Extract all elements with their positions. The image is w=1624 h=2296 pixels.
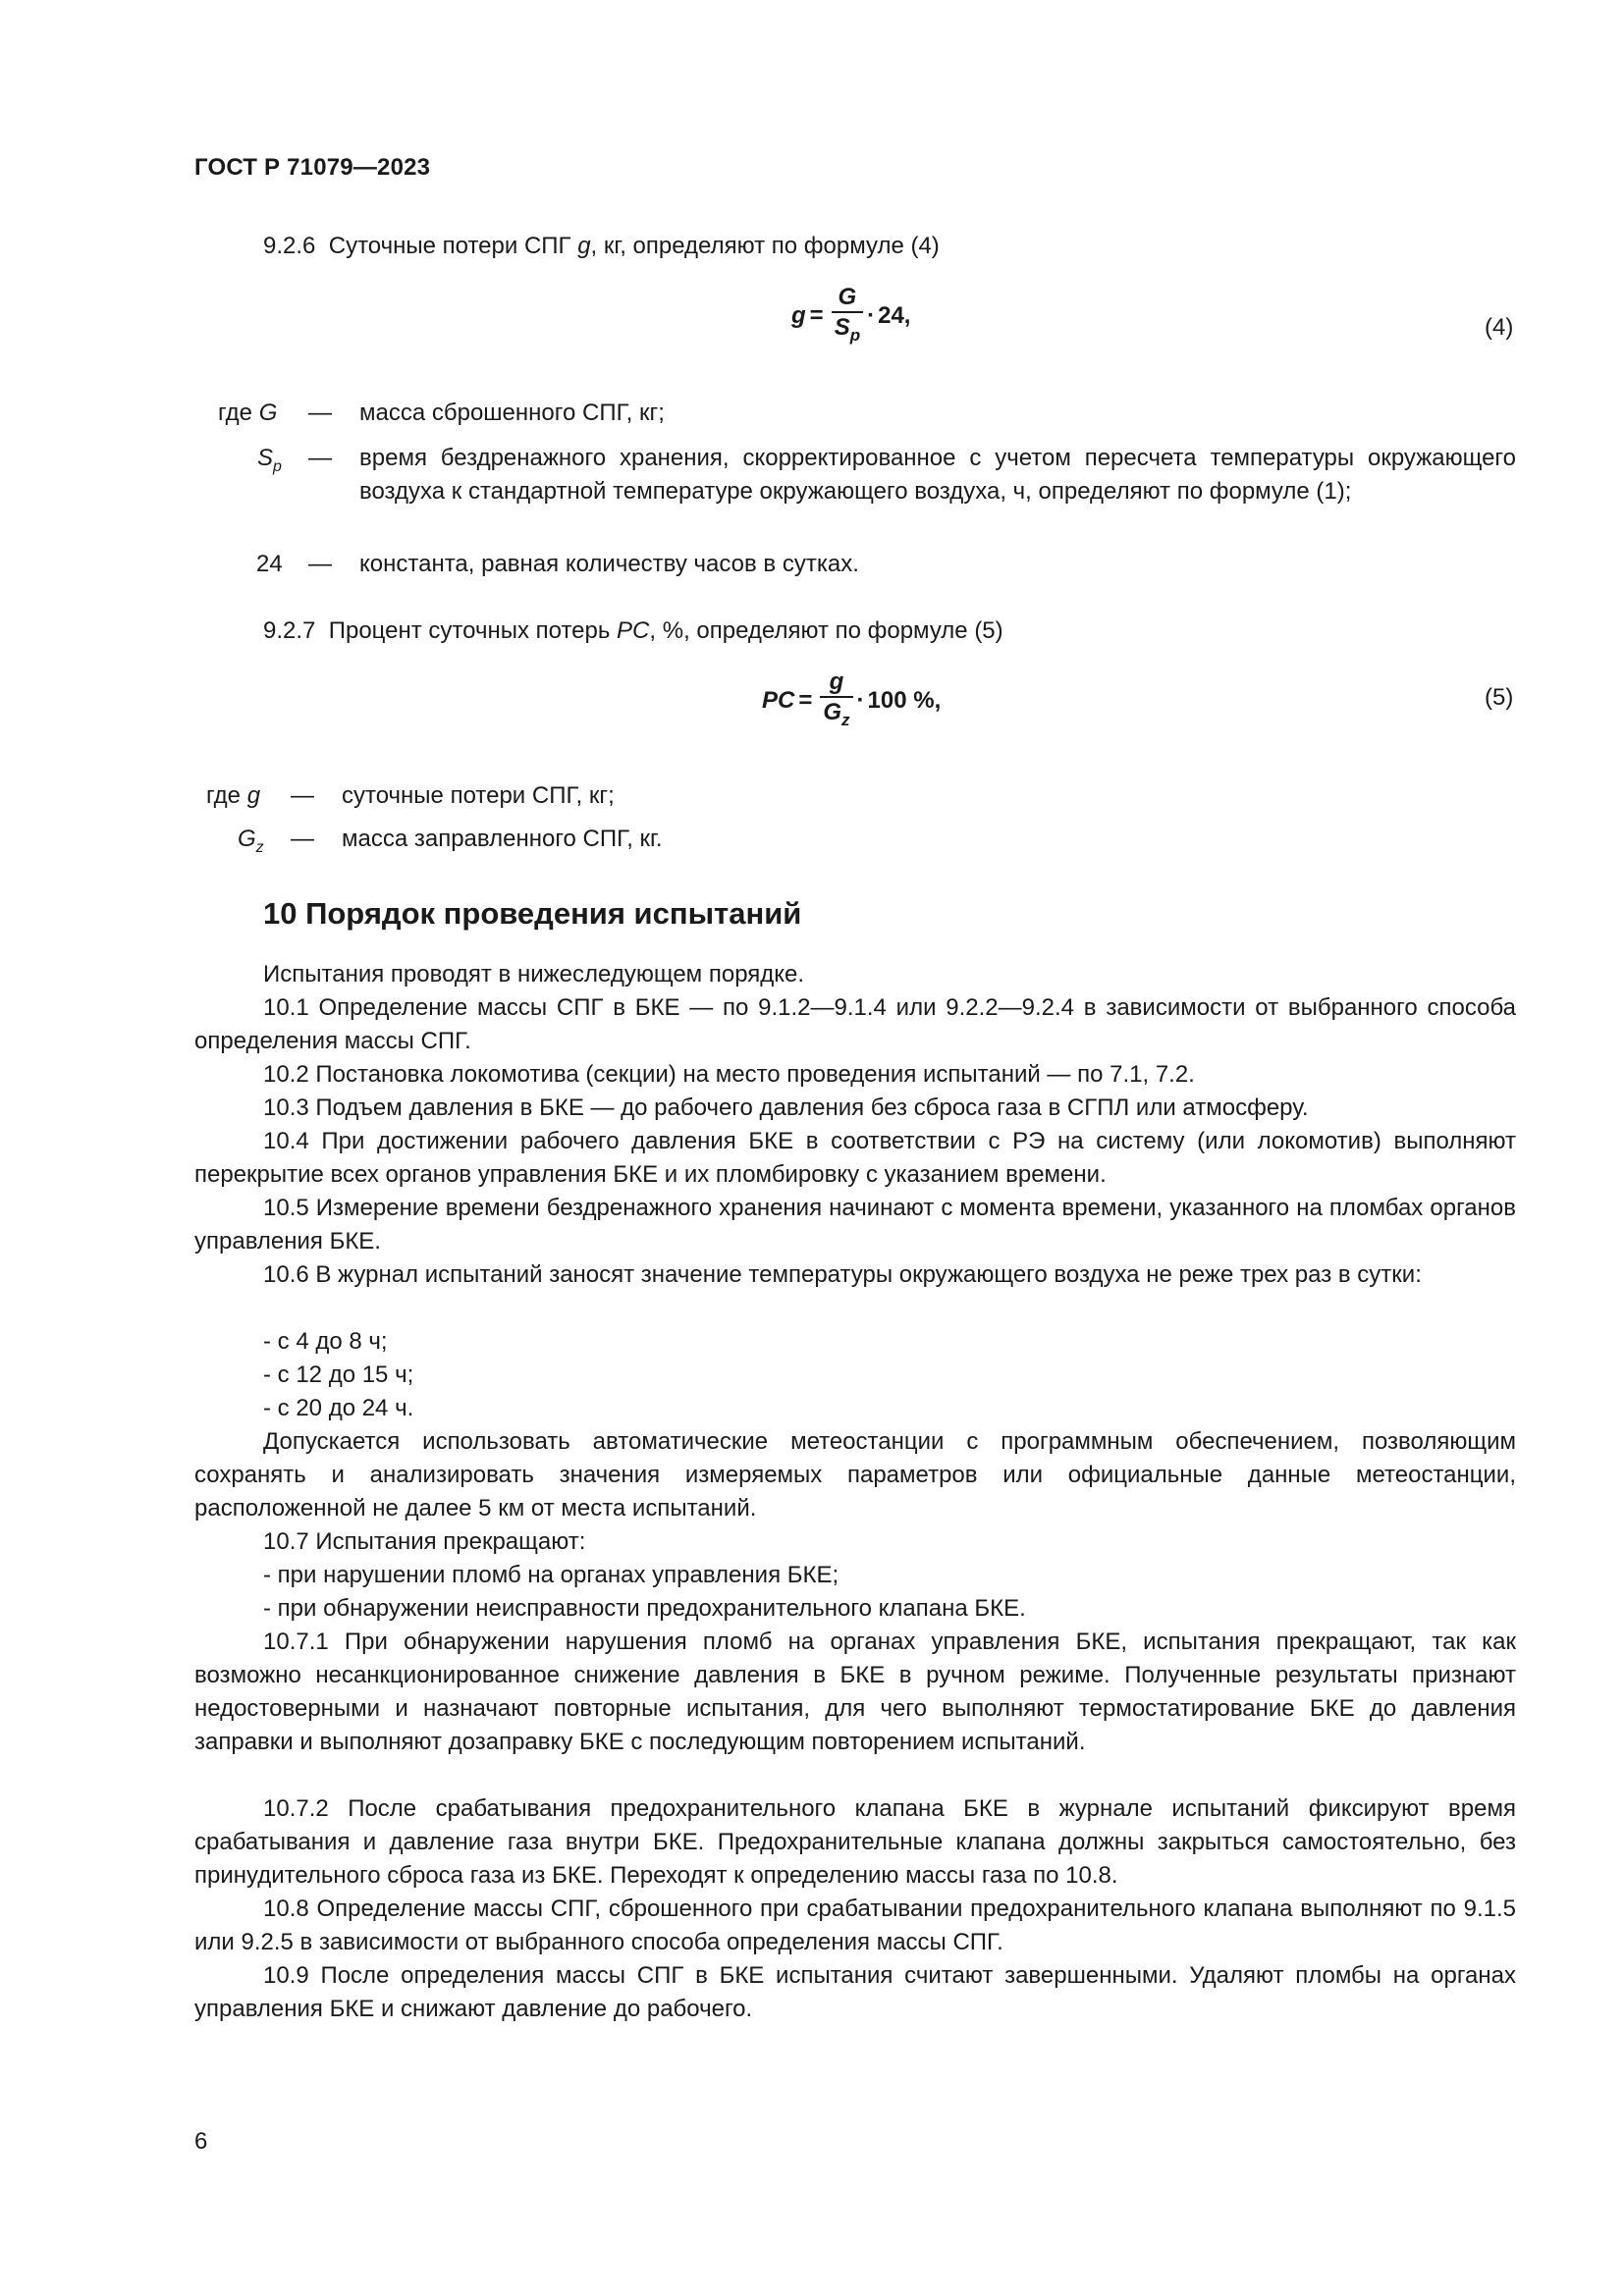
formula-4: g = $\frac{G}{S_p}$ · 24, bbox=[791, 285, 910, 348]
legend-symbol: $G_z$ bbox=[238, 826, 264, 856]
legend-symbol: $S_p$ bbox=[257, 445, 282, 475]
formula-5-fraction: $\frac{g}{G_z}$ bbox=[820, 669, 852, 733]
paragraph: 10.8 Определение массы СПГ, сброшенного при срабатывании предохранительного клапана выполняют по 9.1.5 или 9.2.5 в зависимости от выбранного способа определения массы СПГ. bbox=[194, 1896, 1516, 1955]
list-item: - с 12 до 15 ч; bbox=[263, 1362, 414, 1388]
paragraph: 10.7.2 После срабатывания предохранительного клапана БКЕ в журнале испытаний фиксируют время срабатывания и давление газа внутри БКЕ. Предохранительные клапана должны закрыться самостоятельно, без принудительного сброса газа из БКЕ. Переходят к определению массы газа по 10.8. bbox=[194, 1795, 1516, 1889]
paragraph: 10.6 В журнал испытаний заносят значение температуры окружающего воздуха не реже трех раз в сутки: bbox=[263, 1261, 1422, 1288]
legend-text: суточные потери СПГ, кг; bbox=[342, 782, 615, 809]
legend-text: масса заправленного СПГ, кг. bbox=[342, 826, 663, 852]
section-heading: 10 Порядок проведения испытаний bbox=[263, 896, 802, 931]
paragraph: 10.5 Измерение времени бездренажного хранения начинают с момента времени, указанного на пломбах органов управления БКЕ. bbox=[194, 1195, 1516, 1255]
equation-number-4: (4) bbox=[1485, 314, 1514, 341]
paragraph: 10.3 Подъем давления в БКЕ — до рабочего давления без сброса газа в СГПЛ или атмосферу. bbox=[263, 1095, 1309, 1121]
paragraph: Допускается использовать автоматические метеостанции с программным обеспечением, позволяющим сохранять и анализировать значения измеряемых параметров или официальные данные метеостанции, расположенной не далее 5 км от места испытаний. bbox=[194, 1428, 1516, 1522]
paragraph: 10.7.1 При обнаружении нарушения пломб на органах управления БКЕ, испытания прекращают, так как возможно несанкционированное снижение давления в БКЕ в ручном режиме. Полученные результаты признают недостоверными и назначают повторные испытания, для чего выполняют термостатирование БКЕ до давления заправки и выполняют дозаправку БКЕ с последующим повторением испытаний. bbox=[194, 1629, 1516, 1755]
page-number: 6 bbox=[194, 2128, 208, 2155]
legend-dash: — bbox=[308, 551, 332, 577]
list-item: - при обнаружении неисправности предохранительного клапана БКЕ. bbox=[263, 1595, 1026, 1622]
legend-symbol: 24 bbox=[256, 551, 283, 577]
legend-text: время бездренажного хранения, скорректированное с учетом пересчета температуры окружающего воздуха к стандартной температуре окружающего воздуха, ч, определяют по формуле (1); bbox=[359, 445, 1516, 505]
paragraph: 10.7 Испытания прекращают: bbox=[263, 1528, 586, 1555]
legend-text: константа, равная количеству часов в сутках. bbox=[359, 551, 859, 577]
list-item: - с 20 до 24 ч. bbox=[263, 1395, 414, 1421]
legend-dash: — bbox=[308, 400, 332, 426]
equation-number-5: (5) bbox=[1485, 684, 1514, 711]
legend-row: где G bbox=[218, 400, 278, 426]
clause-9-2-6: 9.2.6 Суточные потери СПГ g, кг, определяют по формуле (4) bbox=[263, 233, 940, 259]
legend-dash: — bbox=[291, 782, 314, 809]
legend-dash: — bbox=[308, 445, 332, 471]
paragraph: 10.2 Постановка локомотива (секции) на место проведения испытаний — по 7.1, 7.2. bbox=[263, 1061, 1195, 1088]
paragraph: 10.9 После определения массы СПГ в БКЕ испытания считают завершенными. Удаляют пломбы на органах управления БКЕ и снижают давление до рабочего. bbox=[194, 1962, 1516, 2022]
paragraph: 10.1 Определение массы СПГ в БКЕ — по 9.1.2—9.1.4 или 9.2.2—9.2.4 в зависимости от выбранного способа определения массы СПГ. bbox=[194, 994, 1516, 1054]
paragraph: 10.4 При достижении рабочего давления БКЕ в соответствии с РЭ на систему (или локомотив) выполняют перекрытие всех органов управления БКЕ и их пломбировку с указанием времени. bbox=[194, 1128, 1516, 1188]
legend-dash: — bbox=[291, 826, 314, 852]
formula-4-fraction: $\frac{G}{S_p}$ bbox=[832, 285, 863, 348]
list-item: - при нарушении пломб на органах управления БКЕ; bbox=[263, 1562, 839, 1588]
legend-text: масса сброшенного СПГ, кг; bbox=[359, 400, 665, 426]
formula-5: PC = $\frac{g}{G_z}$ · 100 %, bbox=[762, 669, 941, 733]
clause-9-2-7: 9.2.7 Процент суточных потерь PC, %, определяют по формуле (5) bbox=[263, 617, 1003, 644]
paragraph: Испытания проводят в нижеследующем порядке. bbox=[263, 961, 805, 988]
legend-row: где g bbox=[206, 782, 261, 809]
list-item: - с 4 до 8 ч; bbox=[263, 1328, 388, 1355]
document-header: ГОСТ Р 71079—2023 bbox=[194, 154, 431, 181]
